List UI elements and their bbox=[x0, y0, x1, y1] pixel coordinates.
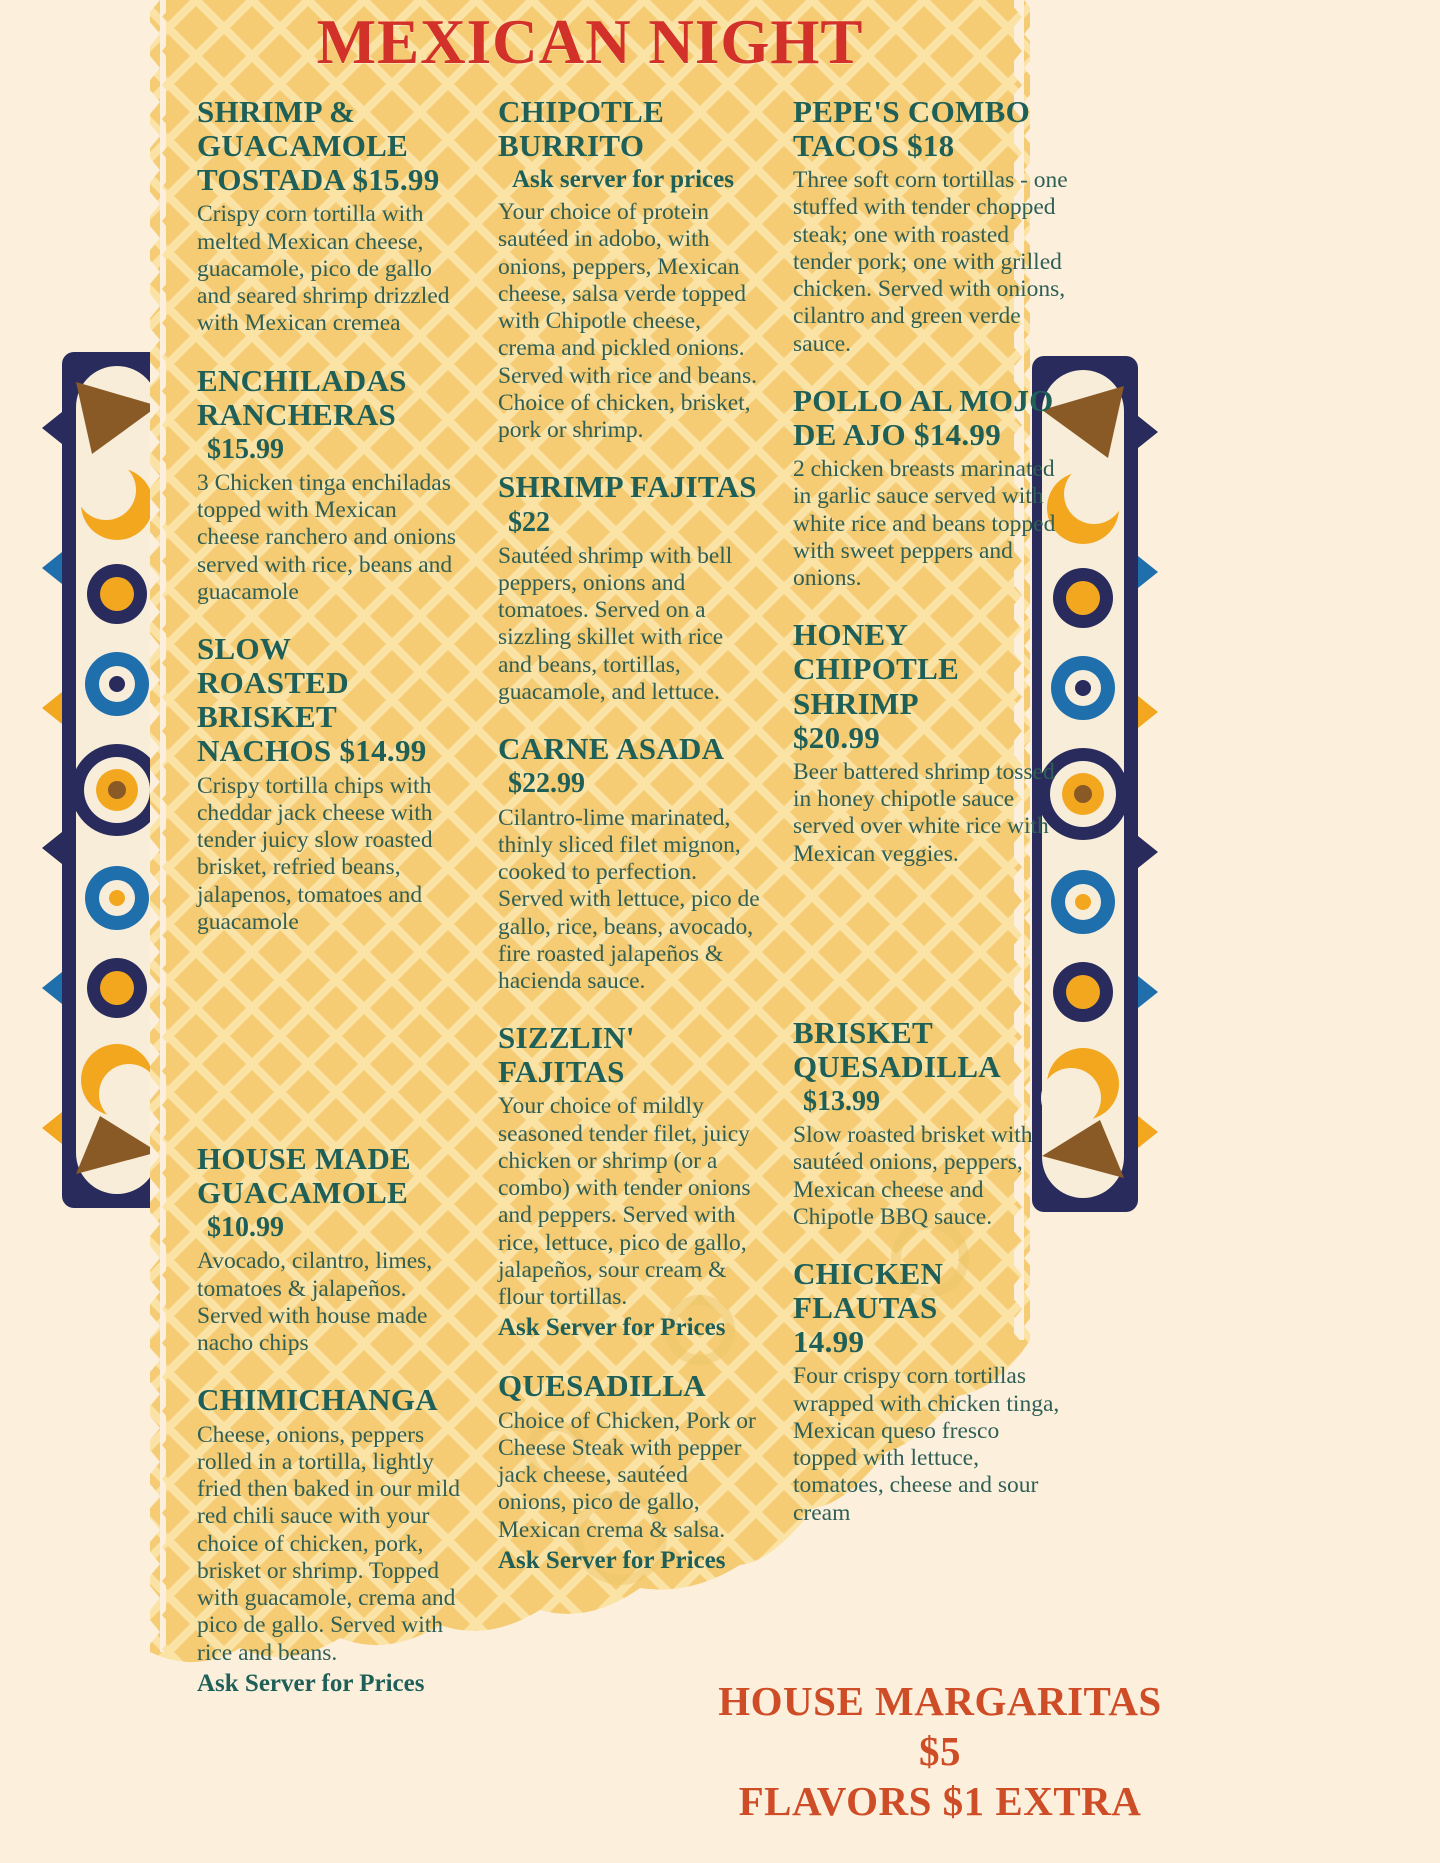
item-price: $14.99 bbox=[339, 733, 427, 769]
item-price: $22.99 bbox=[508, 768, 585, 800]
item-price: $18 bbox=[907, 128, 955, 164]
menu-item-chipotle-burrito bbox=[498, 95, 762, 444]
item-heading: SIZZLIN' FAJITAS bbox=[498, 1020, 635, 1090]
item-description: Choice of Chicken, Pork or Cheese Steak with pepper jack cheese, sautéed onions, pico de gallo, Mexican crema & salsa. bbox=[498, 1407, 756, 1543]
item-heading: CHIMICHANGA bbox=[197, 1382, 438, 1418]
item-name: PEPE'S COMBO TACOS bbox=[793, 94, 1030, 164]
margaritas-promo-line1: HOUSE MARGARITAS $5 bbox=[718, 1678, 1162, 1775]
item-price: $10.99 bbox=[207, 1212, 284, 1244]
item-heading: HOUSE MADE GUACAMOLE bbox=[197, 1141, 411, 1211]
item-name: SHRIMP & GUACAMOLE TOSTADA bbox=[197, 94, 409, 198]
item-description: 2 chicken breasts marinated in garlic sauce served with white rice and beans topped with sweet peppers and onions. bbox=[793, 456, 1056, 592]
item-price: $22 bbox=[508, 506, 550, 538]
item-heading bbox=[197, 95, 460, 197]
item-name: HONEY CHIPOTLE SHRIMP bbox=[793, 617, 960, 721]
item-heading: BRISKET QUESADILLA bbox=[793, 1014, 1001, 1084]
item-description: Sautéed shrimp with bell peppers, onions and tomatoes. Served on a sizzling skillet with rice and beans, tortillas, guacamole, and lettuce. bbox=[498, 542, 733, 705]
menu-item-brisket-quesadilla bbox=[793, 1016, 1069, 1231]
item-price: 14.99 bbox=[793, 1324, 865, 1360]
item-price: $13.99 bbox=[803, 1085, 880, 1117]
menu-item-chicken-flautas bbox=[793, 1257, 1069, 1527]
margaritas-promo bbox=[706, 1676, 1174, 1826]
menu-item-carne-asada bbox=[498, 732, 762, 995]
item-description: Three soft corn tortillas - one stuffed with tender chopped steak; one with roasted tender pork; one with grilled chicken. Served with onions, cilantro and green verde sauce. bbox=[793, 167, 1068, 357]
item-description: Cilantro-lime marinated, thinly sliced filet mignon, cooked to perfection. Served with lettuce, pico de gallo, rice, beans, avocado, fire roasted jalapeños & hacienda sauce. bbox=[498, 804, 760, 994]
menu-item-house-made-guacamole bbox=[197, 1142, 460, 1357]
item-name: POLLO AL MOJO DE AJO bbox=[793, 382, 1054, 453]
item-price-note: Ask server for prices bbox=[512, 166, 734, 194]
menu-item-pepes-combo-tacos bbox=[793, 95, 1069, 358]
item-description: Beer battered shrimp tossed in honey chipotle sauce served over white rice with Mexican veggies. bbox=[793, 758, 1055, 867]
menu-item-chimichanga bbox=[197, 1383, 460, 1698]
item-description: Your choice of mildly seasoned tender filet, juicy chicken or shrimp (or a combo) with tender onions and peppers. Served with rice, lettuce, pico de gallo, jalapeños, sour cream & flour tortillas. bbox=[498, 1093, 751, 1311]
item-heading: QUESADILLA bbox=[498, 1368, 706, 1404]
item-price: $14.99 bbox=[913, 417, 1002, 453]
item-description: Crispy corn tortilla with melted Mexican cheese, guacamole, pico de gallo and seared shrimp drizzled with Mexican cremea bbox=[197, 201, 450, 337]
item-description: Cheese, onions, peppers rolled in a tortilla, lightly fried then baked in our mild red chili sauce with your choice of chicken, pork, brisket or shrimp. Topped with guacamole, crema and pico de gallo. Served with rice and beans. bbox=[197, 1421, 460, 1666]
item-name: SLOW ROASTED BRISKET NACHOS bbox=[197, 631, 349, 769]
item-description: Slow roasted brisket with sautéed onions, peppers, Mexican cheese and Chipotle BBQ sauce. bbox=[793, 1122, 1033, 1230]
item-description: 3 Chicken tinga enchiladas topped with Mexican cheese ranchero and onions served with rice, beans and guacamole bbox=[197, 469, 457, 605]
menu-item-quesadilla bbox=[498, 1369, 762, 1575]
item-description: Crispy tortilla chips with cheddar jack cheese with tender juicy slow roasted brisket, refried beans, jalapenos, tomatoes and guacamole bbox=[197, 772, 433, 935]
menu-item-pollo-al-mojo-de-ajo bbox=[793, 384, 1069, 592]
item-price: $20.99 bbox=[793, 719, 881, 755]
item-price-note: Ask Server for Prices bbox=[498, 1546, 726, 1574]
menu-item-brisket-nachos bbox=[197, 632, 460, 936]
menu-item-shrimp-fajitas bbox=[498, 470, 762, 706]
item-description: Avocado, cilantro, limes, tomatoes & jalapeños. Served with house made nacho chips bbox=[197, 1248, 433, 1357]
item-heading bbox=[793, 384, 1069, 452]
paper-zigzag-left bbox=[150, 0, 166, 1652]
item-price-note: Ask Server for Prices bbox=[197, 1669, 425, 1697]
menu-item-sizzlin-fajitas bbox=[498, 1021, 762, 1343]
item-heading: CARNE ASADA bbox=[498, 731, 725, 767]
item-price-note: Ask Server for Prices bbox=[498, 1314, 726, 1342]
item-heading: CHIPOTLE BURRITO bbox=[498, 94, 665, 164]
item-name: CHICKEN FLAUTAS bbox=[793, 1256, 944, 1326]
menu-column-2 bbox=[498, 95, 762, 1602]
margaritas-promo-line2: FLAVORS $1 EXTRA bbox=[738, 1778, 1142, 1825]
item-description: Your choice of protein sautéed in adobo, with onions, peppers, Mexican cheese, salsa verde topped with Chipotle cheese, crema and pickled onions. Served with rice and beans. Choice of chicken, brisket, pork or shrimp. bbox=[498, 199, 758, 444]
item-heading bbox=[793, 95, 1069, 163]
item-heading bbox=[793, 618, 1007, 754]
menu-item-shrimp-guacamole-tostada bbox=[197, 95, 460, 338]
menu-item-honey-chipotle-shrimp bbox=[793, 618, 1069, 867]
menu-column-3 bbox=[793, 95, 1069, 1553]
item-price: $15.99 bbox=[352, 162, 440, 198]
item-heading bbox=[793, 1257, 1007, 1359]
item-heading: SHRIMP FAJITAS bbox=[498, 469, 757, 505]
menu-item-enchiladas-rancheras bbox=[197, 364, 460, 607]
item-price: $15.99 bbox=[207, 433, 284, 465]
menu-column-1 bbox=[197, 95, 460, 1725]
page-title: MEXICAN NIGHT bbox=[316, 7, 864, 77]
item-heading bbox=[197, 632, 429, 768]
item-description: Four crispy corn tortillas wrapped with chicken tinga, Mexican queso fresco topped with lettuce, tomatoes, cheese and sour cream bbox=[793, 1363, 1060, 1526]
tile-border-left bbox=[42, 352, 168, 1208]
item-heading: ENCHILADAS RANCHERAS bbox=[197, 362, 407, 432]
